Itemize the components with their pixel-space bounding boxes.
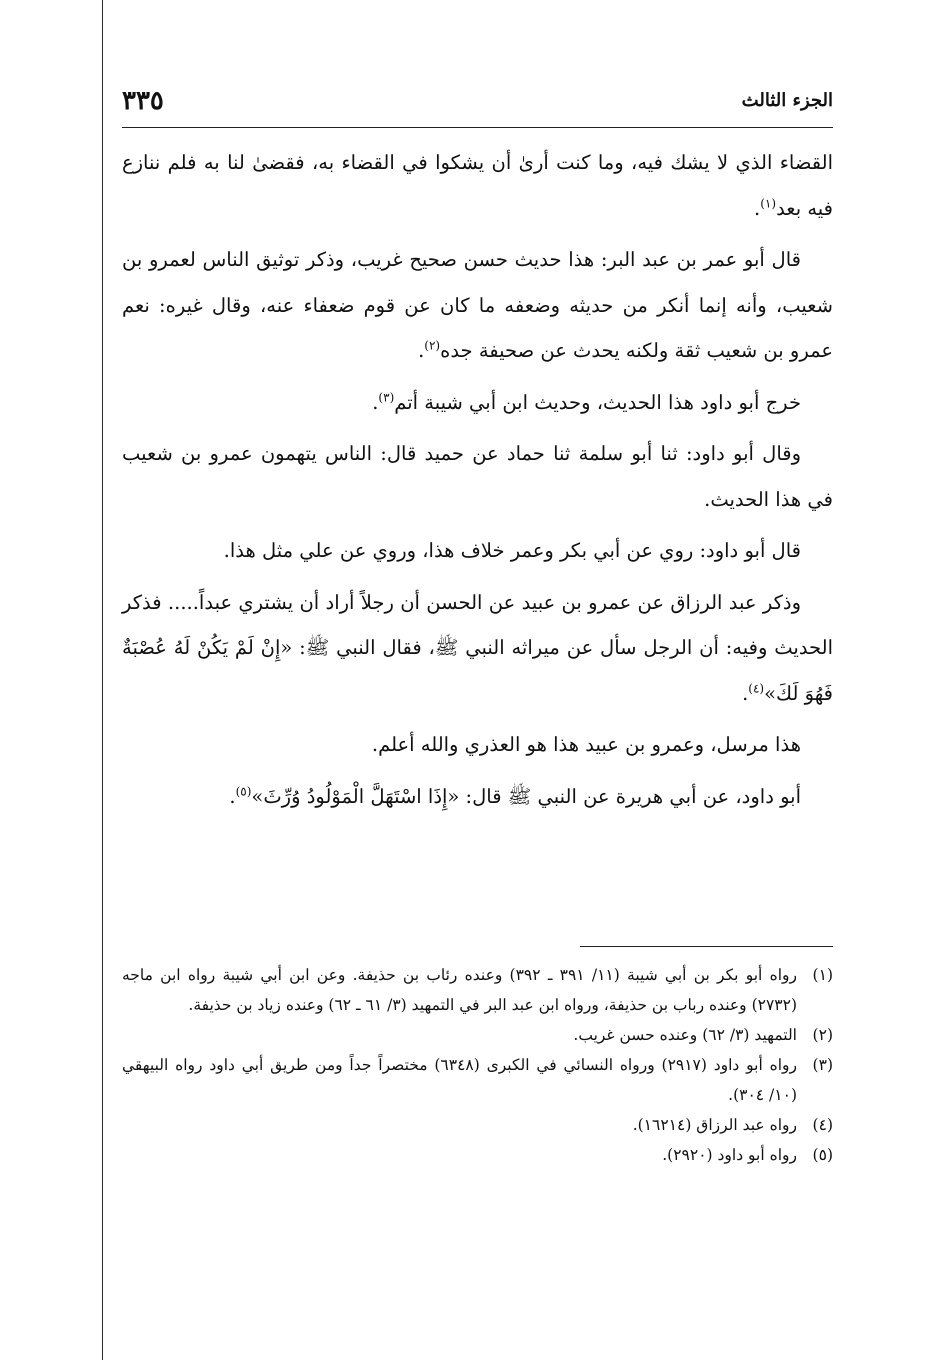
footnote-ref-3: (٣) <box>378 390 395 404</box>
footnote-text: رواه أبو بكر بن أبي شيبة (١١/ ٣٩١ ـ ٣٩٢) وعنده رئاب بن حذيفة. وعن ابن أبي شيبة رواه ابن ماجه (٢٧٣٢) وعنده رباب بن حذيفة، ورواه ابن عبد البر في التمهيد (٣/ ٦١ ـ ٦٢) وعنده زياد بن حذيفة. <box>122 966 797 1014</box>
paragraph-3-text: خرج أبو داود هذا الحديث، وحديث ابن أبي شيبة أتم <box>394 390 801 414</box>
main-text <box>122 140 833 825</box>
footnote-5 <box>122 1140 833 1170</box>
paragraph-1 <box>122 140 833 231</box>
footnote-number: (٣) <box>812 1056 833 1074</box>
paragraph-1-text: القضاء الذي لا يشك فيه، وما كنت أرىٰ أن يشكوا في القضاء به، فقضىٰ لنا به فلم ننازع فيه بعد <box>122 151 833 220</box>
paragraph-8 <box>122 774 833 820</box>
paragraph-2-text: قال أبو عمر بن عبد البر: هذا حديث حسن صحيح غريب، وذكر توثيق الناس لعمرو بن شعيب، وأنه إنما أنكر من حديثه وضعفه ما كان عن قوم ضعفاء عنه، وقال غيره: نعم عمرو بن شعيب ثقة ولكنه يحدث عن صحيفة جده <box>122 248 833 362</box>
footnote-text: رواه أبو داود (٢٩١٧) ورواه النسائي في الكبرى (٦٣٤٨) مختصراً جداً ومن طريق أبي داود رواه البيهقي (١٠/ ٣٠٤). <box>122 1056 797 1104</box>
footnote-text: التمهيد (٣/ ٦٢) وعنده حسن غريب. <box>573 1026 797 1044</box>
footnote-number: (٥) <box>812 1146 833 1164</box>
footnote-ref-2: (٢) <box>424 338 441 353</box>
paragraph-3-end: . <box>372 390 379 414</box>
footnote-text: رواه أبو داود (٢٩٢٠). <box>662 1146 797 1164</box>
paragraph-2-end: . <box>418 339 425 362</box>
footnote-4 <box>122 1110 833 1140</box>
paragraph-3 <box>122 380 833 426</box>
page-number: ٣٣٥ <box>122 86 164 116</box>
paragraph-6-text: وذكر عبد الرزاق عن عمرو بن عبيد عن الحسن أن رجلاً أراد أن يشتري عبداً..... فذكر الحديث وفيه: أن الرجل سأل عن ميراثه النبي ﷺ، فقال النبي ﷺ: «إِنْ لَمْ يَكُنْ لَهُ عُصْبَةٌ فَهُوَ لَكَ» <box>122 590 833 705</box>
paragraph-8-text: أبو داود، عن أبي هريرة عن النبي ﷺ قال: «إِذَا اسْتَهَلَّ الْمَوْلُودُ وُرِّثَ» <box>251 784 801 808</box>
running-header <box>122 86 833 120</box>
paragraph-6 <box>122 580 833 717</box>
footnote-text: رواه عبد الرزاق (١٦٢١٤). <box>632 1116 797 1134</box>
footnote-3 <box>122 1050 833 1110</box>
footnote-ref-4: (٤) <box>748 681 765 695</box>
paragraph-6-end: . <box>742 681 749 705</box>
paragraph-2 <box>122 237 833 374</box>
paragraph-4: وقال أبو داود: ثنا أبو سلمة ثنا حماد عن حميد قال: الناس يتهمون عمرو بن شعيب في هذا الحديث. <box>122 442 833 511</box>
footnote-ref-5: (٥) <box>235 784 252 798</box>
footnote-number: (٢) <box>812 1026 833 1044</box>
footnote-ref-1: (١) <box>760 196 777 210</box>
paragraph-8-end: . <box>229 784 236 808</box>
paragraph-7: هذا مرسل، وعمرو بن عبيد هذا هو العذري والله أعلم. <box>371 733 801 756</box>
footnote-1 <box>122 960 833 1020</box>
footnote-separator <box>580 946 833 947</box>
paragraph-1-end: . <box>754 196 761 220</box>
part-title: الجزء الثالث <box>741 90 833 111</box>
footnote-number: (٤) <box>812 1116 833 1134</box>
footnotes <box>122 960 833 1170</box>
footnote-number: (١) <box>812 966 833 984</box>
paragraph-5: قال أبو داود: روي عن أبي بكر وعمر خلاف هذا، وروي عن علي مثل هذا. <box>223 539 801 562</box>
header-rule <box>122 127 833 128</box>
footnote-2 <box>122 1020 833 1050</box>
page-edge-line <box>102 0 103 1360</box>
